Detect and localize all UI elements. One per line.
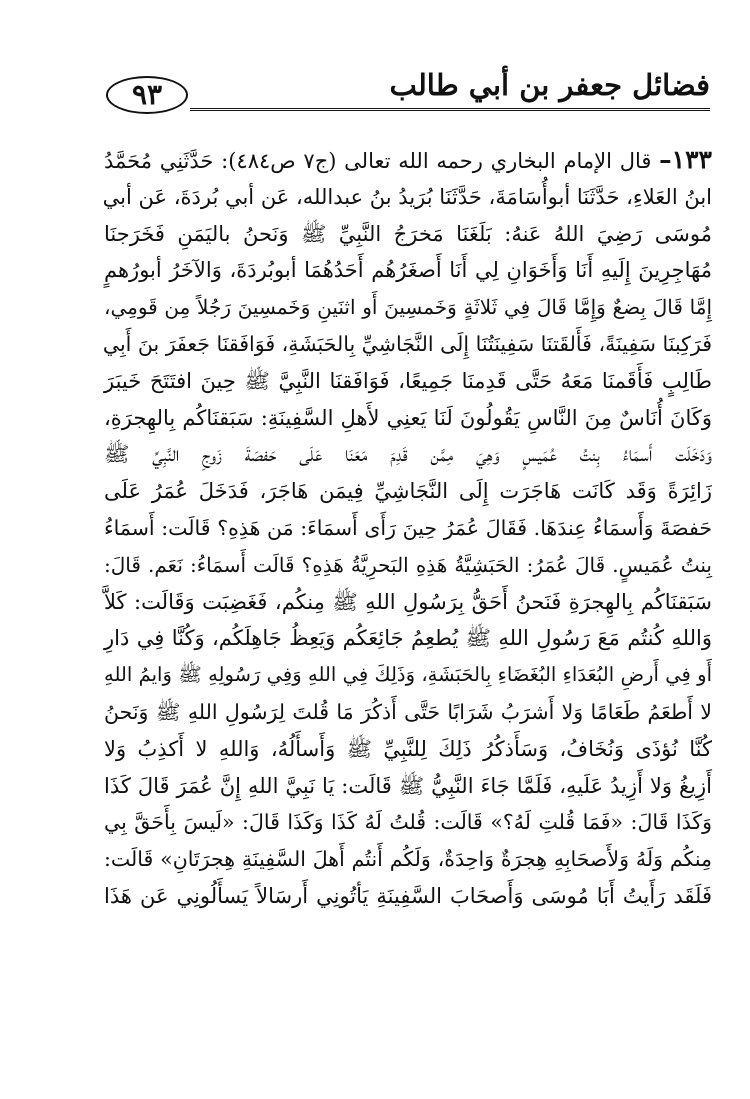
text-line: مُهَاجِرِينَ إِلَيهِ أَنَا وَأَخَوَانِ لِي أَنَا أَصغَرُهُم أَحَدُهُمَا أبوبُردَةَ، وَالآخَرُ أبورُهمٍ <box>104 258 712 283</box>
text-line: مُوسَى رَضِيَ اللهُ عَنهُ: بَلَغَنَا مَخرَجُ النَّبِيِّ ﷺ وَنَحنُ باليَمَنِ فَخَرَجنَا <box>104 221 712 246</box>
text-line <box>104 142 712 179</box>
text-line: ابنُ العَلاءِ، حَدَّثَنَا أبوأُسَامَةَ، حَدَّثَنَا بُرَيدُ بنُ عبدالله، عَن أبي بُردَةَ، عَن أبي <box>102 184 712 209</box>
hadith-number: ١٣٣– <box>659 145 712 174</box>
header-rule <box>190 108 710 111</box>
text-line: بِنتُ عُمَيسٍ. قَالَ عُمَرُ: الحَبَشِيَّةُ هَذِهِ البَحرِيَّةُ هَذِهِ؟ قَالَت أَسمَاءُ: نَعَم. قَالَ: <box>104 552 712 577</box>
page-number: ٩٣ <box>106 76 188 114</box>
page-header <box>100 60 710 110</box>
text-line: وَكَذَا قَالَ: «فَمَا قُلتِ لَهُ؟» قَالَت: قُلتُ لَهُ كَذَا وَكَذَا قَالَ: «لَيسَ بِأَحَقَّ بِي <box>104 810 712 835</box>
text-line: طَالِبٍ فَأَقَمنَا مَعَهُ حَتَّى قَدِمنَا جَمِيعًا، فَوَافَقنَا النَّبِيَّ ﷺ حِينَ افتَتَحَ خَيبَرَ <box>104 368 712 393</box>
text-line: سَبَقنَاكُم بِالهِجرَةِ فَنَحنُ أَحَقُّ بِرَسُولِ اللهِ ﷺ مِنكُم، فَغَضِبَت وَقَالَت: كَلاَّ <box>104 589 712 614</box>
text-line: فَلَقَد رَأَيتُ أَبَا مُوسَى وَأَصحَابَ السَّفِينَةِ يَأتُونِي أَرسَالاً يَسأَلُونِي عَن هَذَا <box>104 883 712 908</box>
text-line: وَدَخَلَت أَسمَاءُ بِنتُ عُمَيسٍ وَهِيَ مِمَّن قَدِمَ مَعَنَا عَلَى حَفصَةَ زَوجِ النَّبِيِّ ﷺ <box>104 442 712 467</box>
text-line: وَاللهِ كُنتُم مَعَ رَسُولِ اللهِ ﷺ يُطعِمُ جَائِعَكُم وَيَعِظُ جَاهِلَكُم، وَكُنَّا فِي دَارِ <box>104 626 712 651</box>
text-line: وَكَانَ أُنَاسٌ مِنَ النَّاسِ يَقُولُونَ لَنَا يَعنِي لأَهلِ السَّفِينَةِ: سَبَقنَاكُم بِالهِجرَةِ، <box>104 405 712 430</box>
text-line: كُنَّا نُؤذَى وَنُخَافُ، وَسَأَذكُرُ ذَلِكَ لِلنَّبِيِّ ﷺ وَأَسأَلُهُ، وَاللهِ لا أَكذِبُ وَلا <box>104 736 712 761</box>
text-line: أَو فِي أَرضِ البُعَدَاءِ البُغَضَاءِ بِالحَبَشَةِ، وَذَلِكَ فِي اللهِ وَفِي رَسُولِهِ ﷺ وَايمُ اللهِ <box>104 663 712 687</box>
text-line: أَزِيغُ وَلا أَزِيدُ عَلَيهِ، فَلَمَّا جَاءَ النَّبِيُّ ﷺ قَالَت: يَا نَبِيَّ اللهِ إِنَّ عُمَرَ قَالَ كَذَا <box>104 773 712 798</box>
text-line: حَفصَةَ وَأَسمَاءُ عِندَهَا. فَقَالَ عُمَرُ حِينَ رَأَى أَسمَاءَ: مَن هَذِهِ؟ قَالَت: أَسمَاءُ <box>104 515 712 540</box>
text-line: مِنكُم وَلَهُ وَلأَصحَابِهِ هِجرَةٌ وَاحِدَةٌ، وَلَكُم أَنتُم أَهلَ السَّفِينَةِ هِجرَتَانِ» قَالَت: <box>104 847 712 872</box>
text-line: زَائِرَةً وَقَد كَانَت هَاجَرَت إِلَى النَّجَاشِيِّ فِيمَن هَاجَرَ، فَدَخَلَ عُمَرُ عَلَى <box>104 479 712 504</box>
text-line: فَرَكِبنَا سَفِينَةً، فَأَلقَتنَا سَفِينَتُنَا إِلَى النَّجَاشِيِّ بِالحَبَشَةِ، فَوَافَقنَا جَعفَرَ بنَ أَبِي <box>102 331 712 356</box>
book-title: فضائل جعفر بن أبي طالب <box>389 68 710 102</box>
text-line: لا أَطعَمُ طَعَامًا وَلا أَشرَبُ شَرَابًا حَتَّى أَذكُرَ مَا قُلتَ لِرَسُولِ اللهِ ﷺ وَنَحنُ <box>104 699 712 724</box>
text-line: إِمَّا قَالَ بِضعٌ وَإِمَّا قَالَ فِي ثَلاثَةٍ وَخَمسِينَ أَو اثنَينِ وَخَمسِينَ رَجُلاً مِن قَومِي، <box>104 295 712 320</box>
text-line-content: قال الإمام البخاري رحمه الله تعالى (ج٧ ص٤٨٤): حَدَّثَنِي مُحَمَّدُ <box>104 149 652 173</box>
body-text <box>104 142 712 915</box>
